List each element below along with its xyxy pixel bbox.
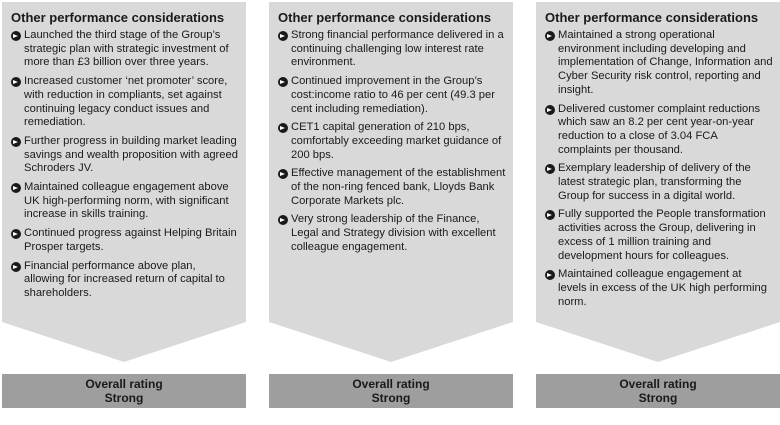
consideration-list	[278, 29, 506, 255]
panel-content	[278, 10, 506, 260]
consideration-text: Maintained colleague engagement above UK high-performing norm, with significant increase in skills training.	[24, 181, 229, 221]
consideration-item	[545, 103, 773, 158]
panel-heading: Other performance considerations	[545, 10, 759, 25]
consideration-text: Very strong leadership of the Finance, Legal and Strategy division with excellent colleague engagement.	[291, 213, 496, 253]
arrow-bullet-icon	[545, 164, 555, 174]
consideration-item	[11, 75, 239, 130]
consideration-text: Effective management of the establishment of the non-ring fenced bank, Lloyds Bank Corporate Markets plc.	[291, 167, 506, 207]
arrow-bullet-icon	[278, 123, 288, 133]
consideration-item	[278, 75, 506, 116]
consideration-text: Exemplary leadership of delivery of the latest strategic plan, transforming the Group for success in a digital world.	[558, 162, 751, 202]
consideration-item	[545, 29, 773, 98]
panel-content	[11, 10, 239, 306]
rating-value: Strong	[371, 391, 411, 405]
arrow-bullet-icon	[278, 77, 288, 87]
rating-value: Strong	[638, 391, 678, 405]
rating-label: Overall rating	[85, 377, 163, 391]
consideration-text: Fully supported the People transformation activities across the Group, delivering in excess of 1 million training and development hours for colleagues.	[558, 208, 766, 262]
panel-content	[545, 10, 773, 314]
performance-column-2	[269, 0, 513, 425]
overall-rating-bar	[2, 374, 246, 408]
overall-rating-bar	[269, 374, 513, 408]
consideration-text: CET1 capital generation of 210 bps, comfortably exceeding market guidance of 200 bps.	[291, 121, 502, 161]
arrow-bullet-icon	[278, 169, 288, 179]
arrow-bullet-icon	[545, 105, 555, 115]
consideration-text: Increased customer ‘net promoter’ score, with reduction in compliants, set against continuing legacy conduct issues and remediation.	[24, 75, 228, 129]
arrow-bullet-icon	[278, 31, 288, 41]
performance-column-3	[536, 0, 780, 425]
consideration-text: Continued progress against Helping Britain Prosper targets.	[24, 227, 237, 253]
rating-label: Overall rating	[352, 377, 430, 391]
consideration-text: Launched the third stage of the Group’s strategic plan with strategic investment of more than £3 billion over three years.	[24, 29, 229, 69]
arrow-bullet-icon	[278, 215, 288, 225]
arrow-bullet-icon	[11, 77, 21, 87]
arrow-bullet-icon	[11, 31, 21, 41]
consideration-text: Maintained a strong operational environment including developing and implementation of Change, Information and Cyber Security risk control, reporting and insight.	[558, 29, 773, 96]
consideration-item	[545, 162, 773, 203]
arrow-bullet-icon	[545, 210, 555, 220]
consideration-item	[11, 181, 239, 222]
arrow-bullet-icon	[11, 262, 21, 272]
overall-rating-bar	[536, 374, 780, 408]
panel-heading: Other performance considerations	[278, 10, 492, 25]
consideration-item	[545, 268, 773, 309]
consideration-item	[278, 29, 506, 70]
arrow-bullet-icon	[11, 137, 21, 147]
consideration-item	[11, 29, 239, 70]
rating-label: Overall rating	[619, 377, 697, 391]
consideration-item	[11, 227, 239, 254]
consideration-text: Delivered customer complaint reductions which saw an 8.2 per cent year-on-year reduction to a close of 3.04 FCA complaints per thousand.	[558, 102, 761, 156]
consideration-item	[11, 260, 239, 301]
rating-value: Strong	[104, 391, 144, 405]
consideration-text: Maintained colleague engagement at levels in excess of the UK high performing norm.	[558, 268, 767, 308]
consideration-text: Financial performance above plan, allowing for increased return of capital to shareholders.	[24, 259, 225, 299]
arrow-bullet-icon	[11, 229, 21, 239]
arrow-bullet-icon	[11, 183, 21, 193]
consideration-item	[545, 208, 773, 263]
consideration-item	[278, 121, 506, 162]
consideration-item	[11, 135, 239, 176]
arrow-bullet-icon	[545, 270, 555, 280]
consideration-text: Further progress in building market leading savings and wealth proposition with agreed Schroders JV.	[24, 134, 238, 175]
consideration-list	[11, 29, 239, 301]
performance-column-1	[2, 0, 246, 425]
panel-heading: Other performance considerations	[11, 10, 225, 25]
consideration-text: Strong financial performance delivered in a continuing challenging low interest rate environment.	[291, 29, 504, 69]
consideration-item	[278, 213, 506, 254]
consideration-text: Continued improvement in the Group’s cost:income ratio to 46 per cent (49.3 per cent including remediation).	[291, 75, 495, 115]
consideration-list	[545, 29, 773, 309]
arrow-bullet-icon	[545, 31, 555, 41]
consideration-item	[278, 167, 506, 208]
